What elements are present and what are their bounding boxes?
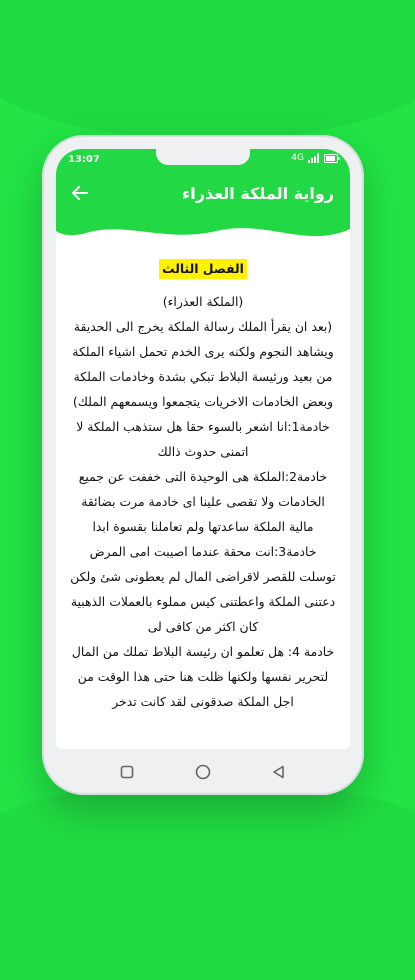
battery-icon: [324, 154, 340, 163]
home-button[interactable]: [193, 762, 213, 782]
chapter-heading: الفصل الثالث: [159, 259, 247, 279]
camera-notch: [156, 149, 250, 165]
back-button[interactable]: [66, 181, 94, 209]
story-paragraph: خادمة 4: هل تعلمو ان رئيسة البلاط تملك من المال لتحرير نفسها ولكنها ظلت هنا حتى هذا الوقت من اجل الملكة صدقونى لقد كانت تدخر: [71, 644, 335, 709]
page-title: رواية الملكة العذراء: [182, 184, 334, 203]
signal-icon: [308, 153, 320, 163]
status-time: 13:07: [68, 154, 100, 165]
arrow-left-icon: [71, 184, 89, 202]
story-paragraph: (الملكة العذراء): [162, 294, 244, 309]
story-paragraph: خادمة1:انا اشعر بالسوء حقا هل ستذهب الملكة لا اتمنى حدوث ذالك: [76, 419, 330, 459]
story-paragraph: خادمة2:الملكة هى الوحيدة التى خففت عن جميع الخادمات ولا تقصى علينا اى خادمة مرت بضائقة مالية الملكة ساعدتها ولم تعاملنا بقسوة ابدا: [78, 469, 328, 534]
recents-button[interactable]: [117, 762, 137, 782]
phone-frame: [42, 135, 364, 795]
circle-home-icon: [195, 764, 211, 780]
header-wave: [56, 215, 350, 249]
background-shape-top: [0, 0, 415, 140]
back-nav-button[interactable]: [269, 762, 289, 782]
app-bar: [56, 171, 350, 219]
square-recents-icon: [120, 765, 134, 779]
story-paragraph: خادمة3:انت محقة عندما اصيبت امى المرض توسلت للقصر لاقراضى المال لم يعطونى شئ ولكن دعتنى الملكة واعطتنى كيس مملوء بالعملات الذهبية كان اكثر من كافى لى: [70, 544, 336, 634]
background-shape-bottom: [0, 780, 415, 980]
network-label: 4G: [291, 153, 304, 163]
story-content: [56, 253, 350, 749]
phone-screen: [56, 149, 350, 749]
story-paragraph: (بعد ان يقرأ الملك رسالة الملكة يخرج الى الحديقة ويشاهد النجوم ولكنه يرى الخدم تحمل اشياء الملكة من بعيد ورئيسة البلاط تبكي بشدة وخادمات الملكة وبعض الخادمات الاخريات يتجمعوا ويسمعهم الملك): [72, 319, 334, 409]
triangle-back-icon: [272, 765, 286, 779]
system-navbar: [42, 749, 364, 795]
status-icons: [291, 153, 340, 163]
